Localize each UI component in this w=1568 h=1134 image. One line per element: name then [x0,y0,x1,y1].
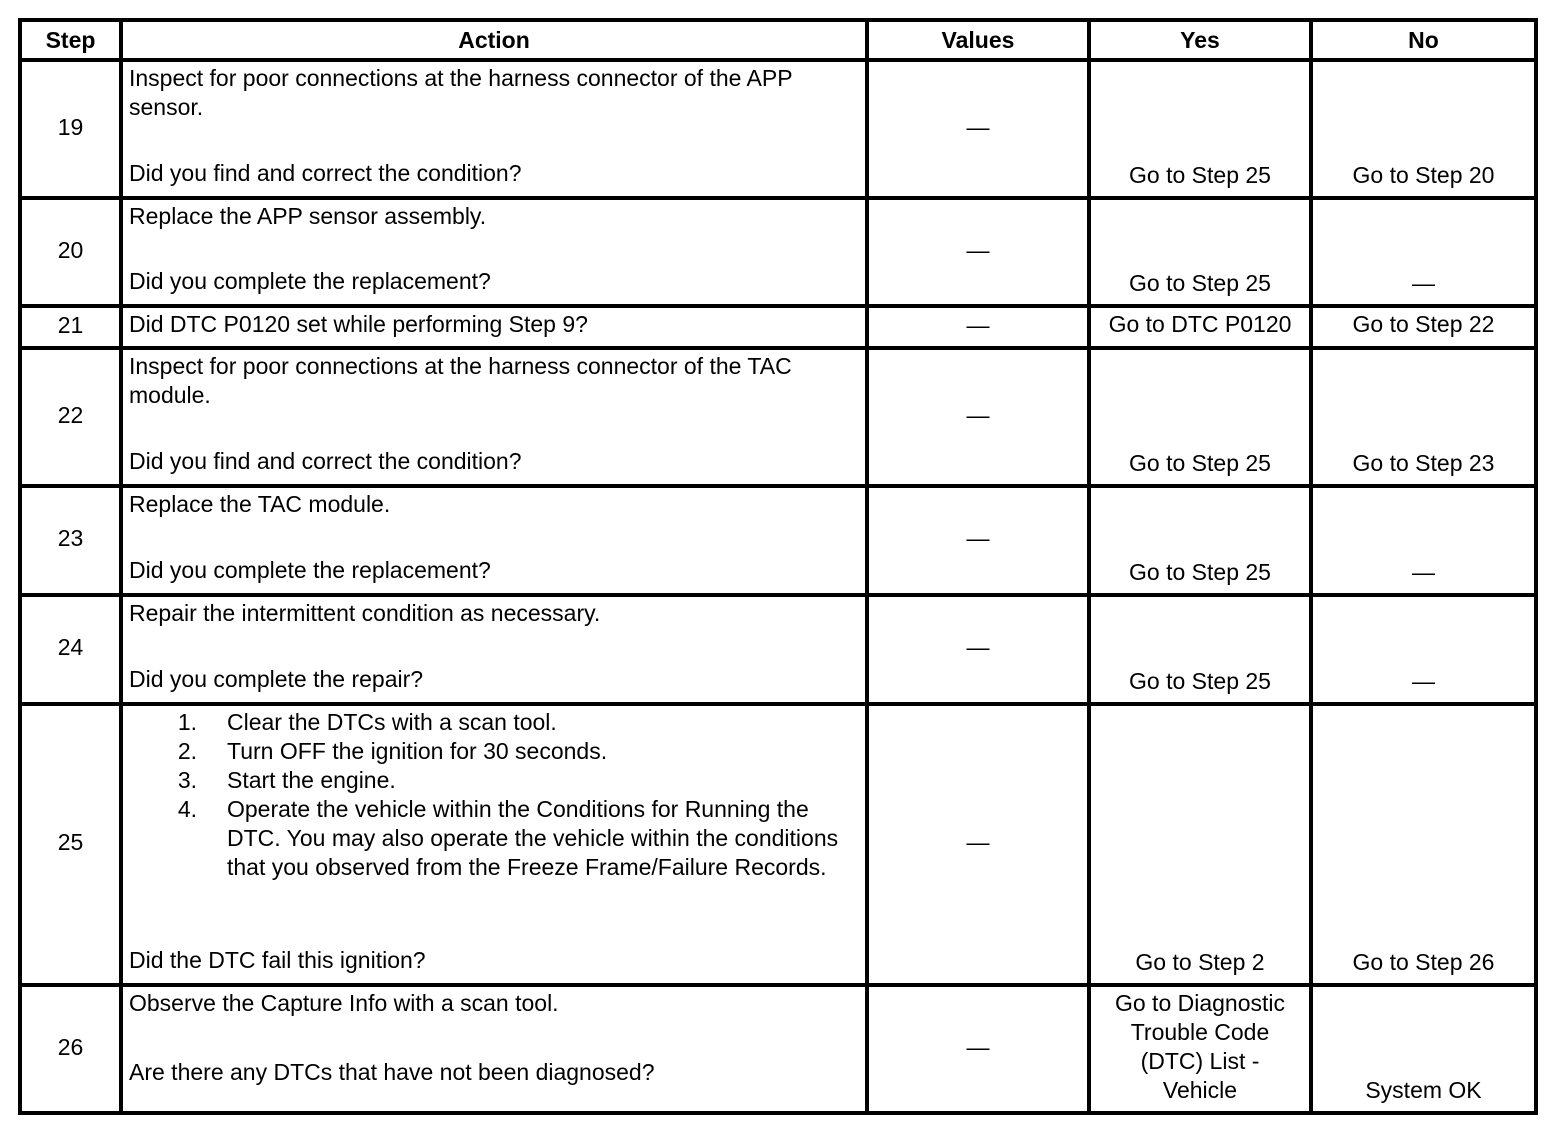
values-cell: — [966,311,990,338]
yes-cell: Go to Step 25 [1129,559,1271,585]
table-row [20,985,1536,1113]
values-cell: — [966,401,990,428]
yes-cell: Go to Step 25 [1129,450,1271,476]
no-cell: System OK [1365,1077,1482,1103]
action-text: Replace the APP sensor assembly. [129,203,487,229]
values-cell: — [966,634,990,660]
yes-cell: Go to DTC P0120 [1108,310,1292,337]
no-cell: Go to Step 26 [1352,949,1495,975]
table-row [20,198,1536,306]
step-number: 20 [57,236,84,263]
values-cell: — [966,236,990,263]
values-cell: — [966,1033,990,1060]
header-values: Values [867,20,1089,60]
no-cell: Go to Step 22 [1352,310,1495,337]
header-yes: Yes [1089,20,1311,60]
action-text: Inspect for poor connections at the harness connector of the TAC module. [129,353,792,408]
header-step: Step [20,20,121,60]
list-item: 1. Clear the DTCs with a scan tool. [177,709,557,735]
step-number: 26 [57,1033,84,1060]
table-row [20,306,1536,348]
table-row [20,704,1536,985]
no-cell: Go to Step 23 [1352,450,1495,476]
action-question: Did you find and correct the condition? [129,160,522,186]
table-row [20,595,1536,704]
header-row [20,20,1536,60]
action-text: Observe the Capture Info with a scan tool. [129,990,559,1016]
no-cell: — [1412,559,1435,585]
list-item: 4. Operate the vehicle within the Conditions for Running the DTC. You may also operate the vehicle within the conditions that you observed from the Freeze Frame/Failure Records. [177,796,839,880]
yes-cell: Go to Step 25 [1129,162,1271,188]
values-cell: — [966,525,990,551]
action-question: Did you complete the repair? [129,666,424,692]
diagnostic-table [18,18,1538,1115]
action-question: Are there any DTCs that have not been diagnosed? [129,1059,655,1085]
action-question: Did the DTC fail this ignition? [129,947,426,973]
step-number: 23 [57,525,84,551]
action-text: Inspect for poor connections at the harness connector of the APP sensor. [129,65,793,120]
values-cell: — [966,113,990,140]
action-question: Did you find and correct the condition? [129,448,522,474]
step-number: 19 [57,113,84,140]
list-item: 3. Start the engine. [177,767,396,793]
values-cell: — [966,829,990,855]
step-number: 24 [57,634,84,660]
no-cell: Go to Step 20 [1352,162,1495,188]
yes-cell: Go to Step 25 [1129,270,1271,296]
table-row [20,348,1536,486]
step-number: 21 [57,311,84,338]
yes-cell: Go to Step 25 [1129,668,1271,694]
action-text: Did DTC P0120 set while performing Step 9? [129,310,588,337]
yes-cell: Go to Diagnostic Trouble Code (DTC) List - Vehicle [1114,990,1286,1103]
step-number: 22 [57,401,84,428]
header-action: Action [121,20,867,60]
table-row [20,60,1536,198]
no-cell: — [1412,668,1435,694]
action-text: Replace the TAC module. [129,491,391,517]
action-text: Repair the intermittent condition as necessary. [129,600,601,626]
step-number: 25 [57,829,84,855]
list-item: 2. Turn OFF the ignition for 30 seconds. [177,738,608,764]
header-no: No [1311,20,1536,60]
action-question: Did you complete the replacement? [129,557,491,583]
table-row [20,486,1536,595]
no-cell: — [1412,270,1435,296]
procedure-list [129,708,861,882]
action-question: Did you complete the replacement? [129,268,491,294]
yes-cell: Go to Step 2 [1135,949,1265,975]
